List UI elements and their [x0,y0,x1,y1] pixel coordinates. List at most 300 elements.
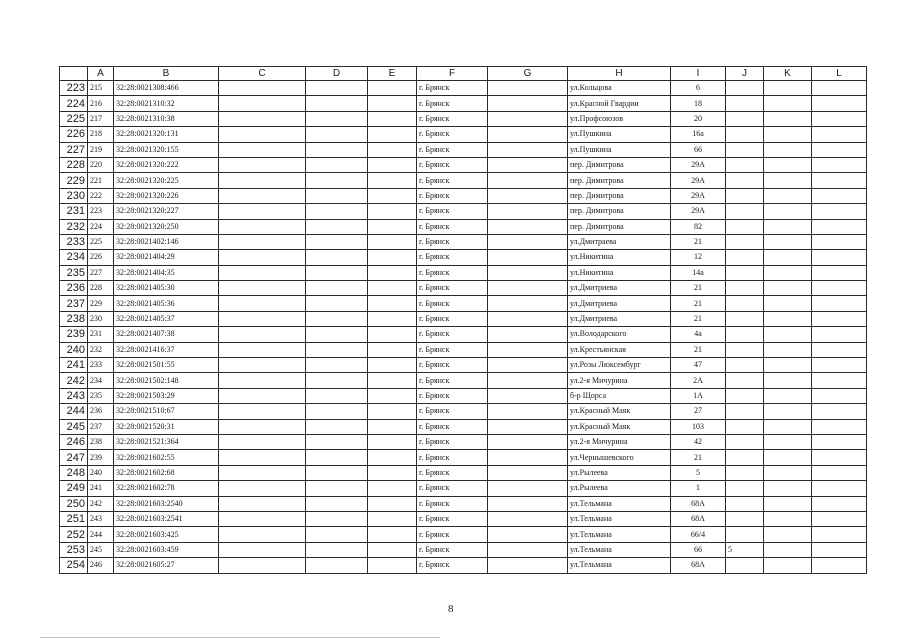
cell-d[interactable] [306,157,368,172]
cell-j[interactable] [726,157,764,172]
cell-a[interactable]: 229 [88,296,114,311]
cell-i[interactable]: 42 [671,434,726,449]
cell-d[interactable] [306,496,368,511]
cell-a[interactable]: 217 [88,111,114,126]
cell-f[interactable]: г. Брянск [417,388,488,403]
cell-k[interactable] [764,388,812,403]
cell-e[interactable] [368,311,417,326]
cell-f[interactable]: г. Брянск [417,281,488,296]
cell-i[interactable]: 29А [671,188,726,203]
cell-g[interactable] [488,419,568,434]
column-header-b[interactable]: B [114,67,219,81]
cell-h[interactable]: ул.Дмитриева [568,296,671,311]
cell-i[interactable]: 1А [671,388,726,403]
cell-g[interactable] [488,511,568,526]
cell-f[interactable]: г. Брянск [417,481,488,496]
cell-a[interactable]: 222 [88,188,114,203]
cell-l[interactable] [812,327,867,342]
cell-k[interactable] [764,142,812,157]
cell-f[interactable]: г. Брянск [417,111,488,126]
cell-j[interactable] [726,434,764,449]
cell-f[interactable]: г. Брянск [417,342,488,357]
cell-g[interactable] [488,404,568,419]
cell-a[interactable]: 215 [88,81,114,96]
cell-f[interactable]: г. Брянск [417,511,488,526]
cell-l[interactable] [812,311,867,326]
cell-c[interactable] [219,127,306,142]
row-number[interactable]: 245 [60,419,88,434]
cell-f[interactable]: г. Брянск [417,450,488,465]
cell-e[interactable] [368,496,417,511]
cell-c[interactable] [219,465,306,480]
cell-b[interactable]: 32:28:0021407:38 [114,327,219,342]
cell-k[interactable] [764,450,812,465]
cell-a[interactable]: 232 [88,342,114,357]
row-number[interactable]: 239 [60,327,88,342]
cell-g[interactable] [488,527,568,542]
cell-j[interactable] [726,511,764,526]
cell-a[interactable]: 230 [88,311,114,326]
cell-b[interactable]: 32:28:0021320:222 [114,157,219,172]
cell-d[interactable] [306,111,368,126]
cell-b[interactable]: 32:28:0021404:35 [114,265,219,280]
cell-e[interactable] [368,204,417,219]
cell-e[interactable] [368,81,417,96]
cell-d[interactable] [306,219,368,234]
cell-k[interactable] [764,465,812,480]
cell-l[interactable] [812,342,867,357]
cell-k[interactable] [764,127,812,142]
cell-d[interactable] [306,281,368,296]
cell-k[interactable] [764,373,812,388]
cell-g[interactable] [488,204,568,219]
cell-d[interactable] [306,558,368,573]
cell-b[interactable]: 32:28:0021502:148 [114,373,219,388]
cell-c[interactable] [219,142,306,157]
row-number[interactable]: 228 [60,157,88,172]
row-number[interactable]: 246 [60,434,88,449]
cell-d[interactable] [306,419,368,434]
cell-l[interactable] [812,450,867,465]
cell-i[interactable]: 21 [671,311,726,326]
cell-a[interactable]: 219 [88,142,114,157]
cell-k[interactable] [764,250,812,265]
cell-d[interactable] [306,481,368,496]
cell-k[interactable] [764,419,812,434]
cell-b[interactable]: 32:28:0021310:32 [114,96,219,111]
cell-b[interactable]: 32:28:0021405:36 [114,296,219,311]
cell-c[interactable] [219,481,306,496]
cell-f[interactable]: г. Брянск [417,434,488,449]
cell-k[interactable] [764,81,812,96]
cell-k[interactable] [764,204,812,219]
cell-j[interactable] [726,450,764,465]
cell-h[interactable]: ул.Дмитраева [568,234,671,249]
cell-d[interactable] [306,450,368,465]
cell-e[interactable] [368,234,417,249]
cell-a[interactable]: 235 [88,388,114,403]
cell-b[interactable]: 32:28:0021405:37 [114,311,219,326]
cell-k[interactable] [764,434,812,449]
cell-i[interactable]: 21 [671,234,726,249]
cell-f[interactable]: г. Брянск [417,358,488,373]
cell-b[interactable]: 32:28:0021320:131 [114,127,219,142]
cell-e[interactable] [368,511,417,526]
cell-c[interactable] [219,81,306,96]
cell-j[interactable]: 5 [726,542,764,557]
cell-i[interactable]: 5 [671,465,726,480]
cell-i[interactable]: 21 [671,296,726,311]
cell-e[interactable] [368,465,417,480]
cell-c[interactable] [219,419,306,434]
cell-g[interactable] [488,219,568,234]
cell-a[interactable]: 224 [88,219,114,234]
cell-k[interactable] [764,342,812,357]
cell-b[interactable]: 32:28:0021510:67 [114,404,219,419]
cell-c[interactable] [219,219,306,234]
cell-c[interactable] [219,558,306,573]
row-number[interactable]: 251 [60,511,88,526]
cell-c[interactable] [219,234,306,249]
cell-h[interactable]: ул.Красной Гвардии [568,96,671,111]
row-number[interactable]: 242 [60,373,88,388]
cell-d[interactable] [306,188,368,203]
cell-k[interactable] [764,542,812,557]
cell-g[interactable] [488,157,568,172]
cell-b[interactable]: 32:28:0021320:225 [114,173,219,188]
row-number[interactable]: 224 [60,96,88,111]
cell-d[interactable] [306,311,368,326]
cell-c[interactable] [219,296,306,311]
cell-j[interactable] [726,342,764,357]
cell-d[interactable] [306,142,368,157]
cell-j[interactable] [726,527,764,542]
cell-g[interactable] [488,127,568,142]
cell-f[interactable]: г. Брянск [417,373,488,388]
cell-e[interactable] [368,265,417,280]
cell-l[interactable] [812,142,867,157]
cell-f[interactable]: г. Брянск [417,81,488,96]
cell-h[interactable]: б-р Щорса [568,388,671,403]
cell-f[interactable]: г. Брянск [417,296,488,311]
cell-c[interactable] [219,450,306,465]
cell-f[interactable]: г. Брянск [417,96,488,111]
cell-k[interactable] [764,327,812,342]
cell-e[interactable] [368,96,417,111]
cell-f[interactable]: г. Брянск [417,527,488,542]
cell-l[interactable] [812,496,867,511]
corner-header[interactable] [60,67,88,81]
cell-d[interactable] [306,342,368,357]
cell-l[interactable] [812,173,867,188]
cell-l[interactable] [812,542,867,557]
cell-i[interactable]: 2А [671,373,726,388]
cell-j[interactable] [726,142,764,157]
cell-c[interactable] [219,157,306,172]
cell-a[interactable]: 244 [88,527,114,542]
cell-a[interactable]: 227 [88,265,114,280]
cell-d[interactable] [306,127,368,142]
cell-e[interactable] [368,419,417,434]
cell-f[interactable]: г. Брянск [417,157,488,172]
cell-l[interactable] [812,111,867,126]
cell-i[interactable]: 4а [671,327,726,342]
cell-i[interactable]: 66 [671,142,726,157]
cell-h[interactable]: ул.Крестьянская [568,342,671,357]
row-number[interactable]: 248 [60,465,88,480]
cell-a[interactable]: 218 [88,127,114,142]
cell-j[interactable] [726,465,764,480]
cell-k[interactable] [764,281,812,296]
cell-a[interactable]: 220 [88,157,114,172]
cell-k[interactable] [764,111,812,126]
cell-d[interactable] [306,511,368,526]
cell-h[interactable]: ул.Кольцова [568,81,671,96]
cell-l[interactable] [812,81,867,96]
cell-k[interactable] [764,157,812,172]
cell-h[interactable]: ул.Розы Люксембург [568,358,671,373]
cell-a[interactable]: 216 [88,96,114,111]
cell-g[interactable] [488,434,568,449]
row-number[interactable]: 237 [60,296,88,311]
cell-h[interactable]: ул.Дмитриева [568,311,671,326]
cell-a[interactable]: 238 [88,434,114,449]
cell-i[interactable]: 68А [671,496,726,511]
cell-g[interactable] [488,250,568,265]
cell-g[interactable] [488,81,568,96]
cell-k[interactable] [764,311,812,326]
cell-b[interactable]: 32:28:0021603:425 [114,527,219,542]
row-number[interactable]: 230 [60,188,88,203]
cell-g[interactable] [488,496,568,511]
cell-b[interactable]: 32:28:0021402:146 [114,234,219,249]
column-header-h[interactable]: H [568,67,671,81]
cell-d[interactable] [306,96,368,111]
cell-k[interactable] [764,358,812,373]
cell-d[interactable] [306,327,368,342]
row-number[interactable]: 233 [60,234,88,249]
cell-c[interactable] [219,388,306,403]
cell-g[interactable] [488,142,568,157]
cell-f[interactable]: г. Брянск [417,404,488,419]
cell-d[interactable] [306,542,368,557]
cell-e[interactable] [368,358,417,373]
cell-h[interactable]: ул.Никитина [568,250,671,265]
cell-a[interactable]: 240 [88,465,114,480]
cell-l[interactable] [812,157,867,172]
column-header-a[interactable]: A [88,67,114,81]
cell-l[interactable] [812,250,867,265]
cell-c[interactable] [219,542,306,557]
cell-j[interactable] [726,234,764,249]
cell-h[interactable]: ул.Пушкина [568,127,671,142]
cell-h[interactable]: ул.Тельмана [568,527,671,542]
cell-l[interactable] [812,434,867,449]
cell-g[interactable] [488,234,568,249]
row-number[interactable]: 226 [60,127,88,142]
cell-e[interactable] [368,434,417,449]
cell-f[interactable]: г. Брянск [417,204,488,219]
row-number[interactable]: 243 [60,388,88,403]
cell-k[interactable] [764,219,812,234]
cell-g[interactable] [488,465,568,480]
cell-d[interactable] [306,358,368,373]
cell-h[interactable]: ул.Чернышевского [568,450,671,465]
cell-b[interactable]: 32:28:0021521:364 [114,434,219,449]
cell-l[interactable] [812,265,867,280]
cell-f[interactable]: г. Брянск [417,311,488,326]
column-header-f[interactable]: F [417,67,488,81]
cell-g[interactable] [488,358,568,373]
cell-g[interactable] [488,296,568,311]
cell-j[interactable] [726,311,764,326]
cell-j[interactable] [726,250,764,265]
column-header-d[interactable]: D [306,67,368,81]
cell-h[interactable]: ул.Рылеева [568,481,671,496]
cell-g[interactable] [488,481,568,496]
cell-i[interactable]: 68А [671,558,726,573]
cell-l[interactable] [812,404,867,419]
cell-k[interactable] [764,188,812,203]
cell-h[interactable]: ул.Дмитриева [568,281,671,296]
cell-g[interactable] [488,373,568,388]
cell-c[interactable] [219,434,306,449]
cell-h[interactable]: ул.Никитина [568,265,671,280]
cell-l[interactable] [812,465,867,480]
row-number[interactable]: 232 [60,219,88,234]
cell-l[interactable] [812,96,867,111]
row-number[interactable]: 223 [60,81,88,96]
cell-j[interactable] [726,96,764,111]
cell-j[interactable] [726,265,764,280]
cell-c[interactable] [219,311,306,326]
cell-c[interactable] [219,204,306,219]
cell-c[interactable] [219,250,306,265]
cell-i[interactable]: 29А [671,204,726,219]
cell-h[interactable]: пер. Димитрова [568,173,671,188]
cell-b[interactable]: 32:28:0021603:2540 [114,496,219,511]
cell-b[interactable]: 32:28:0021404:29 [114,250,219,265]
cell-i[interactable]: 66/4 [671,527,726,542]
cell-b[interactable]: 32:28:0021320:227 [114,204,219,219]
row-number[interactable]: 235 [60,265,88,280]
cell-f[interactable]: г. Брянск [417,219,488,234]
cell-a[interactable]: 226 [88,250,114,265]
cell-b[interactable]: 32:28:0021405:30 [114,281,219,296]
cell-l[interactable] [812,219,867,234]
cell-j[interactable] [726,81,764,96]
cell-h[interactable]: ул.Красный Маяк [568,404,671,419]
cell-h[interactable]: ул.Тельмана [568,558,671,573]
cell-h[interactable]: ул.Рылеева [568,465,671,480]
row-number[interactable]: 252 [60,527,88,542]
cell-k[interactable] [764,296,812,311]
cell-f[interactable]: г. Брянск [417,173,488,188]
cell-i[interactable]: 103 [671,419,726,434]
cell-k[interactable] [764,96,812,111]
cell-j[interactable] [726,558,764,573]
cell-g[interactable] [488,111,568,126]
cell-b[interactable]: 32:28:0021320:226 [114,188,219,203]
cell-e[interactable] [368,296,417,311]
cell-i[interactable]: 20 [671,111,726,126]
row-number[interactable]: 244 [60,404,88,419]
cell-a[interactable]: 228 [88,281,114,296]
cell-g[interactable] [488,342,568,357]
cell-b[interactable]: 32:28:0021501:55 [114,358,219,373]
cell-a[interactable]: 243 [88,511,114,526]
cell-a[interactable]: 225 [88,234,114,249]
cell-d[interactable] [306,434,368,449]
cell-j[interactable] [726,388,764,403]
cell-c[interactable] [219,373,306,388]
cell-f[interactable]: г. Брянск [417,234,488,249]
cell-d[interactable] [306,404,368,419]
cell-e[interactable] [368,342,417,357]
cell-a[interactable]: 245 [88,542,114,557]
cell-f[interactable]: г. Брянск [417,496,488,511]
cell-c[interactable] [219,188,306,203]
cell-c[interactable] [219,496,306,511]
cell-i[interactable]: 27 [671,404,726,419]
cell-d[interactable] [306,296,368,311]
cell-b[interactable]: 32:28:0021308:466 [114,81,219,96]
column-header-i[interactable]: I [671,67,726,81]
cell-a[interactable]: 242 [88,496,114,511]
cell-b[interactable]: 32:28:0021320:155 [114,142,219,157]
cell-d[interactable] [306,527,368,542]
cell-l[interactable] [812,188,867,203]
cell-f[interactable]: г. Брянск [417,142,488,157]
cell-i[interactable]: 16а [671,127,726,142]
column-header-l[interactable]: L [812,67,867,81]
cell-d[interactable] [306,373,368,388]
row-number[interactable]: 247 [60,450,88,465]
cell-h[interactable]: ул.Тельмана [568,496,671,511]
cell-h[interactable]: ул.Красный Маяк [568,419,671,434]
cell-d[interactable] [306,465,368,480]
column-header-k[interactable]: K [764,67,812,81]
cell-b[interactable]: 32:28:0021416:37 [114,342,219,357]
cell-f[interactable]: г. Брянск [417,265,488,280]
cell-e[interactable] [368,404,417,419]
cell-h[interactable]: ул.Володарского [568,327,671,342]
cell-i[interactable]: 29А [671,173,726,188]
cell-a[interactable]: 236 [88,404,114,419]
cell-a[interactable]: 246 [88,558,114,573]
cell-a[interactable]: 233 [88,358,114,373]
column-header-j[interactable]: J [726,67,764,81]
cell-h[interactable]: ул.2-я Мичурина [568,373,671,388]
cell-h[interactable]: пер. Димитрова [568,204,671,219]
cell-a[interactable]: 241 [88,481,114,496]
cell-l[interactable] [812,296,867,311]
cell-k[interactable] [764,173,812,188]
cell-i[interactable]: 82 [671,219,726,234]
cell-k[interactable] [764,496,812,511]
cell-b[interactable]: 32:28:0021602:55 [114,450,219,465]
cell-i[interactable]: 6 [671,81,726,96]
row-number[interactable]: 250 [60,496,88,511]
cell-i[interactable]: 12 [671,250,726,265]
cell-h[interactable]: пер. Димитрова [568,157,671,172]
cell-j[interactable] [726,419,764,434]
cell-h[interactable]: ул.Тельмана [568,511,671,526]
cell-l[interactable] [812,481,867,496]
cell-g[interactable] [488,311,568,326]
cell-e[interactable] [368,527,417,542]
row-number[interactable]: 225 [60,111,88,126]
